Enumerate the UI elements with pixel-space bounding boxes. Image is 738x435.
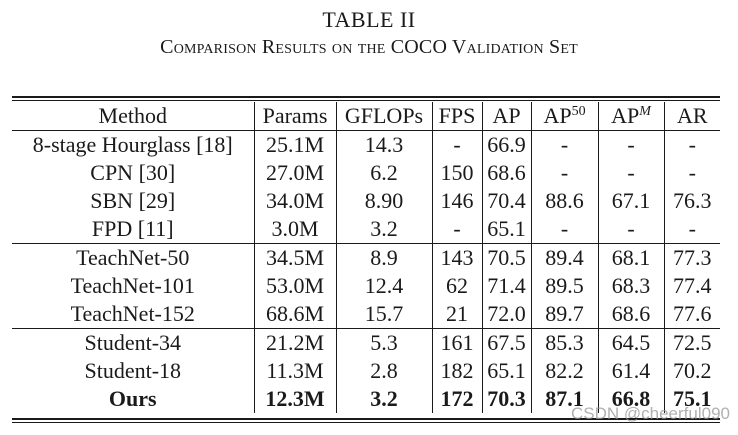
table-row bbox=[12, 187, 720, 215]
cell-gflops: 2.8 bbox=[336, 357, 432, 385]
cell-fps: - bbox=[432, 215, 482, 244]
cell-params: 27.0M bbox=[254, 159, 336, 187]
cell-apm: 68.3 bbox=[598, 272, 664, 300]
cell-ap: 70.5 bbox=[482, 244, 531, 273]
cell-gflops: 5.3 bbox=[336, 329, 432, 358]
cell-ar: - bbox=[664, 215, 720, 244]
table-row bbox=[12, 329, 720, 358]
bottom-rule-inner bbox=[12, 422, 720, 424]
cell-gflops: 3.2 bbox=[336, 385, 432, 413]
cell-gflops: 14.3 bbox=[336, 131, 432, 160]
cell-params: 34.5M bbox=[254, 244, 336, 273]
header-ar: AR bbox=[664, 102, 720, 131]
cell-ap50: 88.6 bbox=[531, 187, 598, 215]
table-row bbox=[12, 159, 720, 187]
cell-method: TeachNet-101 bbox=[70, 273, 195, 298]
cell-ap: 72.0 bbox=[482, 300, 531, 329]
cell-ap: 67.5 bbox=[482, 329, 531, 358]
cell-ap50: 89.7 bbox=[531, 300, 598, 329]
cell-ap50: 85.3 bbox=[531, 329, 598, 358]
cell-apm: 67.1 bbox=[598, 187, 664, 215]
cell-apm: 68.6 bbox=[598, 300, 664, 329]
cell-params: 3.0M bbox=[254, 215, 336, 244]
cell-method: TeachNet-50 bbox=[12, 244, 254, 273]
top-rule-inner bbox=[12, 100, 720, 102]
cell-gflops: 15.7 bbox=[336, 300, 432, 329]
table-label: TABLE II bbox=[322, 7, 416, 32]
cell-ar: - bbox=[664, 131, 720, 160]
table-row bbox=[12, 385, 720, 413]
cell-ap: 70.3 bbox=[482, 385, 531, 413]
cell-method: FPD [11] bbox=[91, 216, 174, 241]
cell-ap50: - bbox=[531, 131, 598, 160]
cell-ap: 68.6 bbox=[482, 159, 531, 187]
cell-gflops: 8.90 bbox=[336, 187, 432, 215]
table-row bbox=[12, 215, 720, 244]
results-table bbox=[12, 102, 720, 413]
cell-fps: 182 bbox=[432, 357, 482, 385]
cell-fps: 62 bbox=[432, 272, 482, 300]
cell-method: Student-18 bbox=[84, 358, 182, 383]
header-fps: FPS bbox=[432, 102, 482, 131]
cell-fps: 161 bbox=[432, 329, 482, 358]
cell-method: Student-34 bbox=[12, 329, 254, 358]
cell-apm: 61.4 bbox=[598, 357, 664, 385]
cell-method: CPN [30] bbox=[90, 160, 176, 185]
cell-params: 11.3M bbox=[254, 357, 336, 385]
cell-params: 34.0M bbox=[254, 187, 336, 215]
cell-ar: 77.6 bbox=[664, 300, 720, 329]
table-body bbox=[12, 131, 720, 414]
cell-ar: 72.5 bbox=[664, 329, 720, 358]
cell-ar: 75.1 bbox=[664, 385, 720, 413]
cell-gflops: 3.2 bbox=[336, 215, 432, 244]
table-row bbox=[12, 244, 720, 273]
header-params: Params bbox=[254, 102, 336, 131]
table-row bbox=[12, 357, 720, 385]
cell-ap50: 89.5 bbox=[531, 272, 598, 300]
cell-apm: 64.5 bbox=[598, 329, 664, 358]
cell-ap: 71.4 bbox=[482, 272, 531, 300]
cell-ap: 65.1 bbox=[482, 215, 531, 244]
cell-ap50: - bbox=[531, 159, 598, 187]
cell-params: 12.3M bbox=[254, 385, 336, 413]
cell-gflops: 6.2 bbox=[336, 159, 432, 187]
header-ap50-sup: 50 bbox=[571, 104, 586, 119]
cell-ar: 76.3 bbox=[664, 187, 720, 215]
cell-apm: 66.8 bbox=[598, 385, 664, 413]
header-ap50 bbox=[531, 102, 598, 131]
cell-method: TeachNet-152 bbox=[70, 301, 195, 326]
header-ap50-base: AP bbox=[543, 103, 572, 128]
cell-method: Ours bbox=[108, 386, 157, 411]
cell-fps: - bbox=[432, 131, 482, 160]
cell-ap: 70.4 bbox=[482, 187, 531, 215]
cell-gflops: 8.9 bbox=[336, 244, 432, 273]
cell-method: SBN [29] bbox=[90, 188, 176, 213]
header-apm-sup-text: M bbox=[639, 104, 651, 119]
header-apm-sup bbox=[639, 104, 651, 119]
cell-params: 21.2M bbox=[254, 329, 336, 358]
header-method: Method bbox=[12, 102, 254, 131]
header-gflops: GFLOPs bbox=[336, 102, 432, 131]
watermark: CSDN @cheerful090 bbox=[571, 404, 730, 423]
header-apm-base: AP bbox=[611, 103, 640, 128]
cell-ar: 70.2 bbox=[664, 357, 720, 385]
cell-apm: 68.1 bbox=[598, 244, 664, 273]
cell-ap50: 89.4 bbox=[531, 244, 598, 273]
cell-fps: 146 bbox=[432, 187, 482, 215]
cell-method: 8-stage Hourglass [18] bbox=[32, 132, 233, 157]
cell-params: 53.0M bbox=[254, 272, 336, 300]
cell-apm: - bbox=[598, 215, 664, 244]
top-rule bbox=[12, 96, 720, 98]
cell-apm: - bbox=[598, 159, 664, 187]
cell-fps: 143 bbox=[432, 244, 482, 273]
header-row bbox=[12, 102, 720, 131]
cell-fps: 150 bbox=[432, 159, 482, 187]
table-row bbox=[12, 300, 720, 329]
cell-params: 68.6M bbox=[254, 300, 336, 329]
bottom-rule bbox=[12, 418, 720, 420]
header-ap: AP bbox=[482, 102, 531, 131]
cell-ap50: 87.1 bbox=[531, 385, 598, 413]
cell-ar: 77.3 bbox=[664, 244, 720, 273]
cell-ap: 65.1 bbox=[482, 357, 531, 385]
cell-ar: - bbox=[664, 159, 720, 187]
cell-ap: 66.9 bbox=[482, 131, 531, 160]
cell-apm: - bbox=[598, 131, 664, 160]
cell-ar: 77.4 bbox=[664, 272, 720, 300]
table-caption: Comparison Results on the COCO Validation Set bbox=[160, 36, 578, 58]
cell-ap50: 82.2 bbox=[531, 357, 598, 385]
table-row bbox=[12, 131, 720, 160]
cell-params: 25.1M bbox=[254, 131, 336, 160]
cell-gflops: 12.4 bbox=[336, 272, 432, 300]
cell-ap50: - bbox=[531, 215, 598, 244]
cell-fps: 21 bbox=[432, 300, 482, 329]
header-apm bbox=[598, 102, 664, 131]
cell-fps: 172 bbox=[432, 385, 482, 413]
table-row bbox=[12, 272, 720, 300]
